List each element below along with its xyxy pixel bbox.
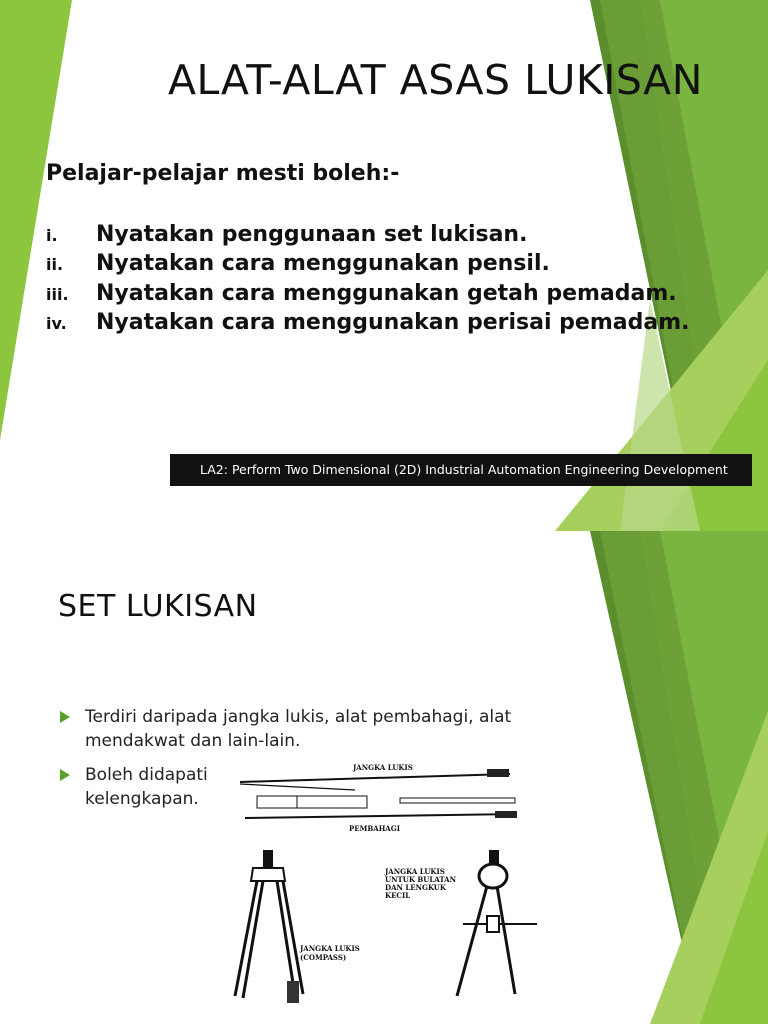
drawing-set-illustration [225, 756, 545, 1024]
slide-title: ALAT-ALAT ASAS LUKISAN [168, 56, 703, 104]
objective-text: Nyatakan cara menggunakan getah pemadam. [96, 281, 677, 306]
objective-item [46, 251, 550, 276]
bullet-line: kelengkapan. [85, 789, 199, 809]
bullet-item [60, 763, 208, 811]
bullet-arrow-icon [60, 769, 70, 781]
label-pembahagi: PEMBAHAGI [349, 824, 400, 833]
slide-2 [0, 531, 768, 1024]
bullet-line: Boleh didapati [85, 765, 208, 785]
objective-item [46, 222, 527, 247]
label-bow-4: KECIL [385, 891, 411, 900]
label-jangka-lukis: JANGKA LUKIS [353, 763, 413, 772]
objective-text: Nyatakan penggunaan set lukisan. [96, 222, 528, 247]
objective-text: Nyatakan cara menggunakan perisai pemadam. [96, 310, 690, 335]
objective-number: ii. [46, 255, 64, 274]
label-compass-1: JANGKA LUKIS [300, 944, 360, 953]
label-compass-2: (COMPASS) [300, 953, 347, 962]
bullet-line: mendakwat dan lain-lain. [85, 731, 301, 751]
intro-text: Pelajar-pelajar mesti boleh:- [46, 161, 400, 186]
bullet-line: Terdiri daripada jangka lukis, alat pembahagi, alat [85, 707, 512, 727]
objective-number: iv. [46, 314, 67, 333]
label-bow-2: UNTUK BULATAN [385, 875, 456, 884]
objective-text: Nyatakan cara menggunakan pensil. [96, 251, 550, 276]
bullet-item [60, 705, 511, 753]
objective-number: i. [46, 226, 58, 245]
bullet-arrow-icon [60, 711, 70, 723]
slide-footer: LA2: Perform Two Dimensional (2D) Industrial Automation Engineering Development [170, 454, 752, 486]
label-bow-3: DAN LENGKUK [385, 883, 446, 892]
objective-item [46, 310, 689, 335]
objective-item [46, 281, 677, 306]
objective-number: iii. [46, 285, 69, 304]
slide-title: SET LUKISAN [58, 589, 258, 624]
label-bow-1: JANGKA LUKIS [385, 867, 445, 876]
